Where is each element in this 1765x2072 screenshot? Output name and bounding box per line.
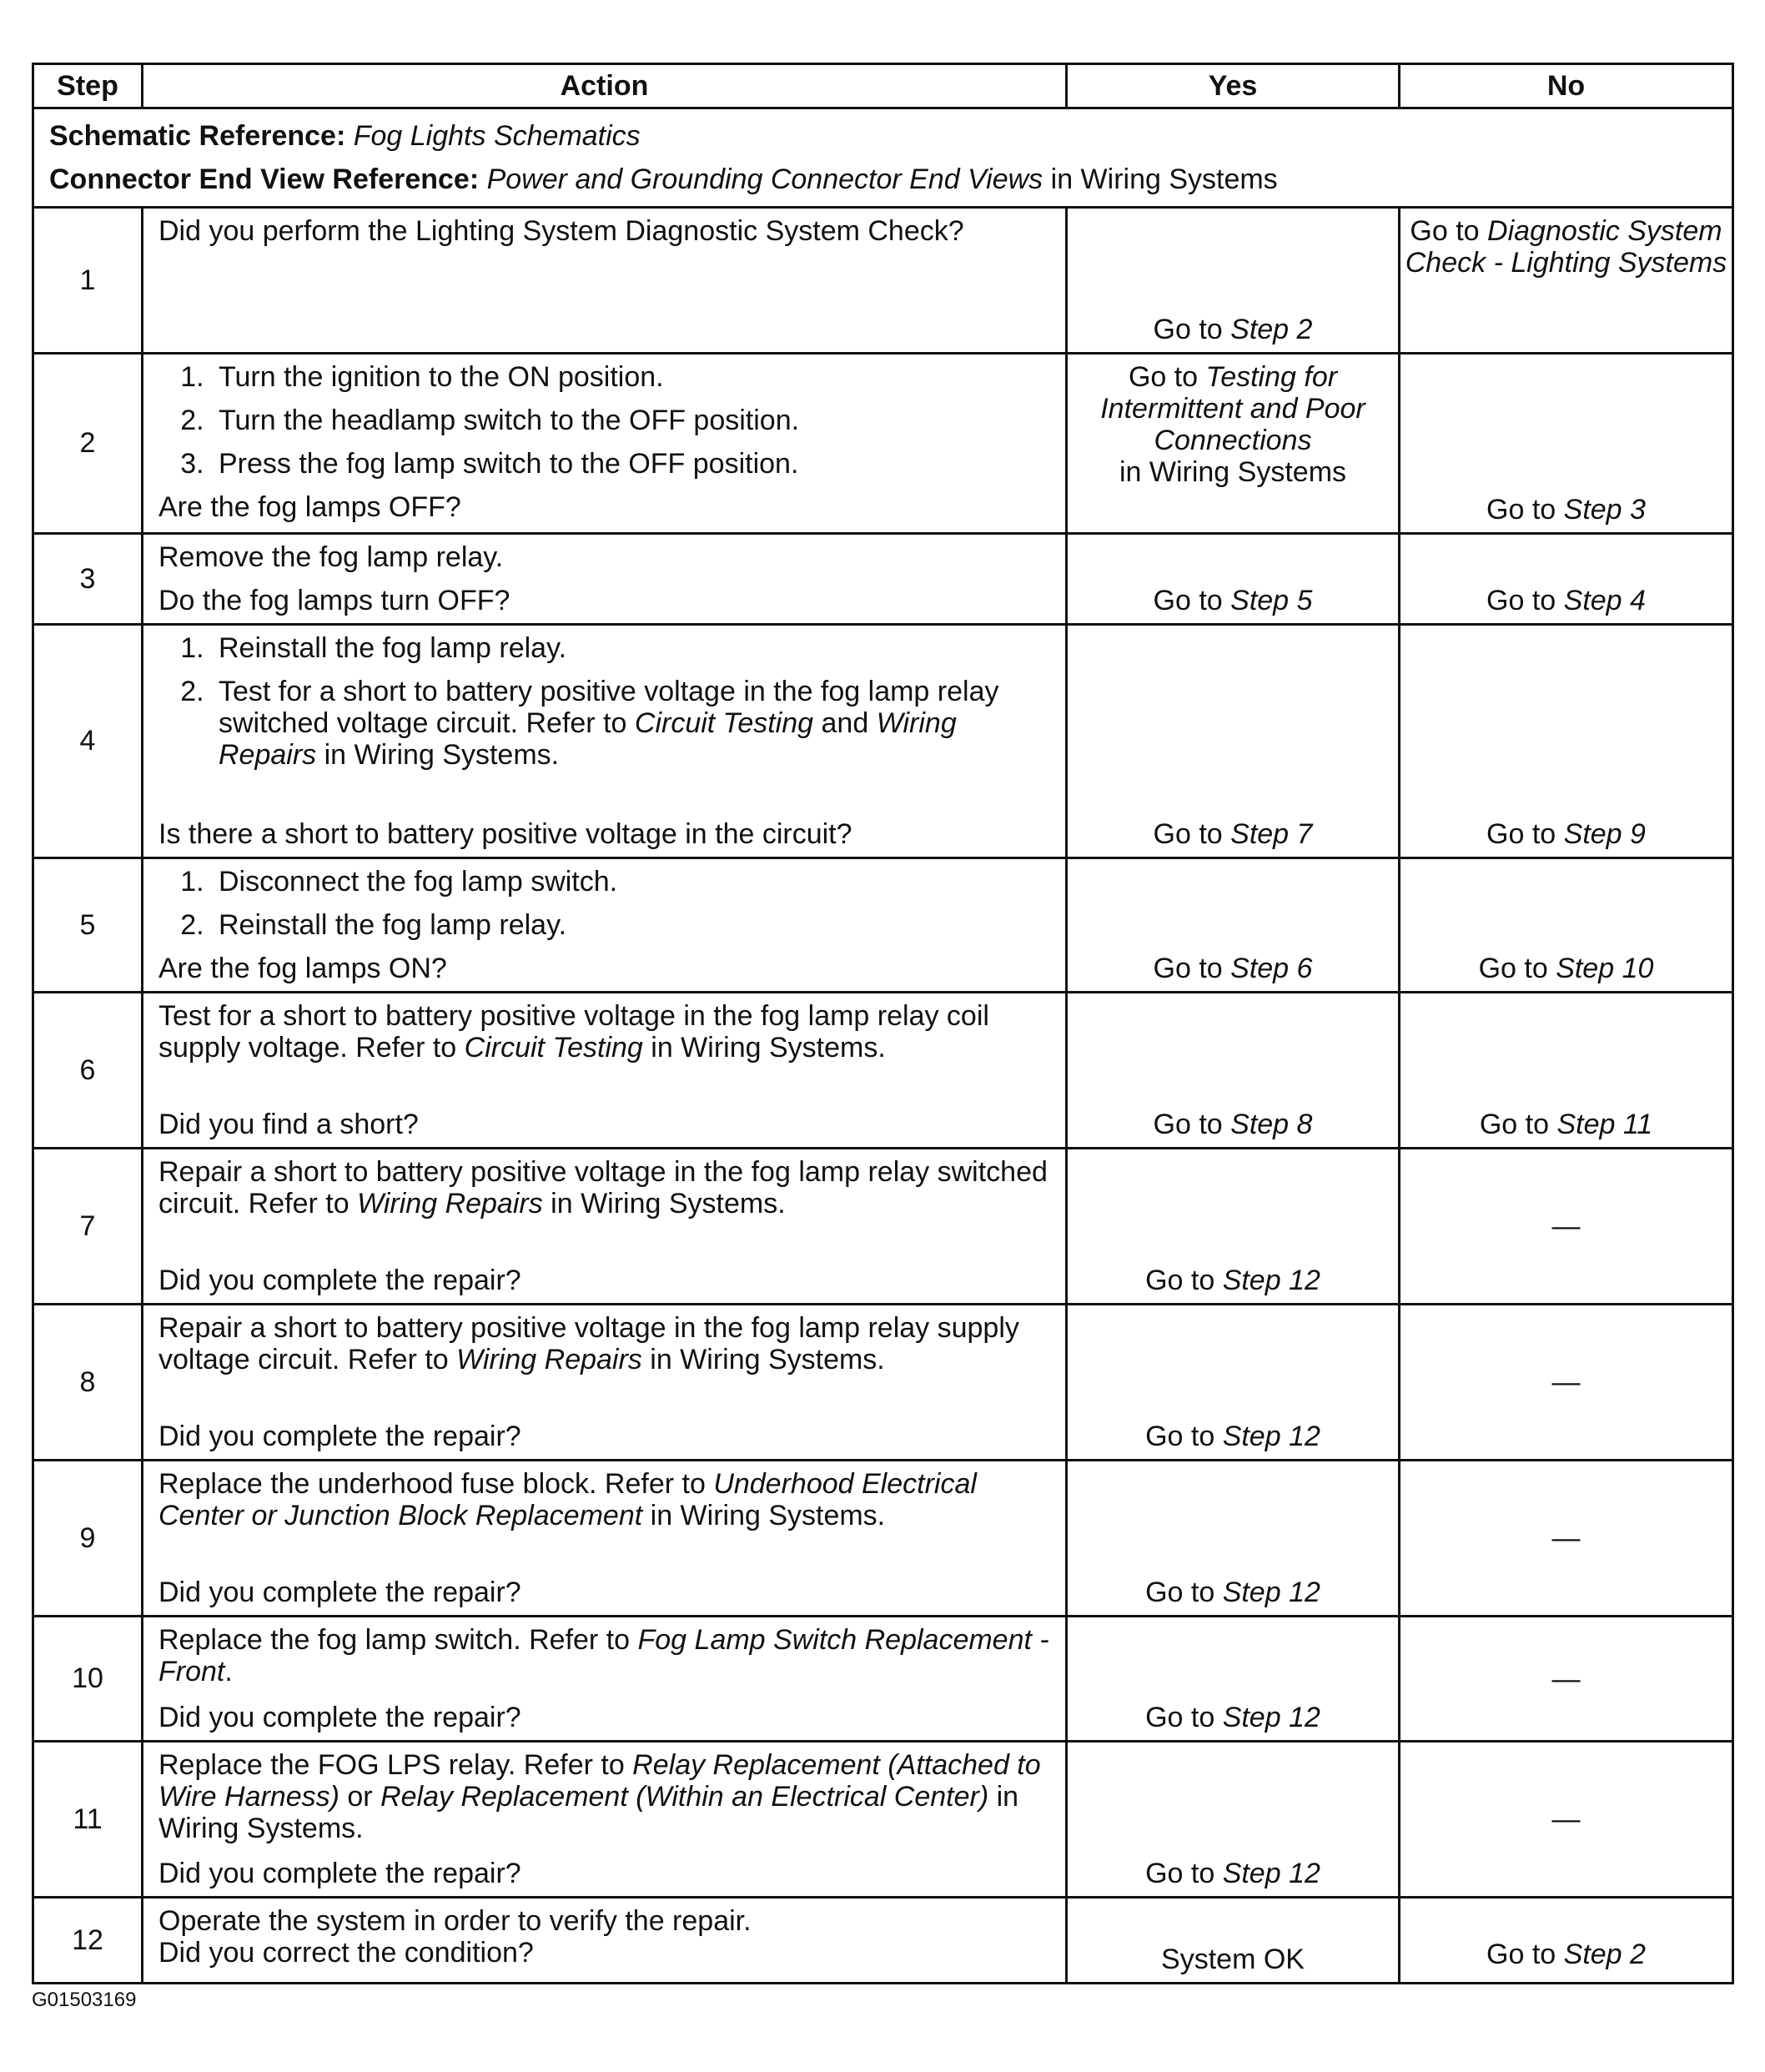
no-link[interactable]: Step 10 bbox=[1556, 953, 1654, 984]
step-number: 10 bbox=[33, 1617, 143, 1742]
table-row bbox=[33, 1617, 1733, 1742]
action-text-part: Repair a short to battery positive voltage in the fog lamp relay switched circuit. Refer to bbox=[158, 1156, 1048, 1220]
yes-cell bbox=[1067, 858, 1400, 993]
reference-row bbox=[33, 108, 1733, 208]
table-row bbox=[33, 858, 1733, 993]
no-cell bbox=[1400, 1617, 1733, 1742]
schematic-label: Schematic Reference: bbox=[49, 120, 346, 152]
action-text bbox=[158, 1468, 1050, 1531]
yes-prefix: Go to bbox=[1153, 1109, 1231, 1140]
yes-link[interactable]: Step 7 bbox=[1230, 818, 1313, 850]
action-cell bbox=[143, 1742, 1067, 1898]
no-link[interactable]: Step 2 bbox=[1563, 1939, 1646, 1970]
action-step: 1. Disconnect the fog lamp switch. bbox=[212, 866, 1050, 898]
action-question: Did you complete the repair? bbox=[158, 1577, 521, 1608]
yes-prefix: Go to bbox=[1145, 1421, 1223, 1452]
yes-link[interactable]: Testing for Intermittent and Poor Connections bbox=[1100, 361, 1365, 456]
step-number: 12 bbox=[33, 1898, 143, 1984]
no-result bbox=[1400, 209, 1732, 279]
yes-link[interactable]: Step 12 bbox=[1222, 1858, 1320, 1889]
no-result bbox=[1400, 585, 1732, 616]
yes-link[interactable]: Step 2 bbox=[1230, 314, 1313, 345]
action-text-part: Replace the FOG LPS relay. Refer to bbox=[158, 1749, 633, 1781]
header-row bbox=[33, 64, 1733, 108]
no-cell bbox=[1400, 993, 1733, 1149]
yes-prefix: Go to bbox=[1145, 1702, 1223, 1733]
action-steps bbox=[158, 632, 1050, 771]
action-step: 3. Press the fog lamp switch to the OFF position. bbox=[212, 448, 1050, 480]
action-text bbox=[158, 1624, 1050, 1687]
action-step: 2. Turn the headlamp switch to the OFF position. bbox=[212, 405, 1050, 436]
yes-result bbox=[1068, 355, 1398, 488]
no-prefix: Go to bbox=[1486, 585, 1564, 616]
action-link[interactable]: Circuit Testing bbox=[464, 1032, 643, 1064]
no-link[interactable]: Step 4 bbox=[1563, 585, 1646, 616]
yes-cell bbox=[1067, 1617, 1400, 1742]
action-cell bbox=[143, 208, 1067, 354]
yes-link[interactable]: Step 12 bbox=[1222, 1265, 1320, 1296]
action-cell bbox=[143, 534, 1067, 625]
yes-result bbox=[1068, 585, 1398, 616]
header-step: Step bbox=[33, 64, 143, 108]
no-link[interactable]: Diagnostic System Check - Lighting Systems bbox=[1405, 215, 1727, 279]
no-result: — bbox=[1551, 1366, 1581, 1398]
yes-prefix: Go to bbox=[1153, 314, 1231, 345]
yes-result bbox=[1068, 1577, 1398, 1608]
step-number: 5 bbox=[33, 858, 143, 993]
action-cell bbox=[143, 354, 1067, 534]
connector-reference bbox=[49, 158, 1717, 201]
no-result bbox=[1400, 494, 1732, 526]
action-link[interactable]: Wiring Repairs bbox=[357, 1188, 543, 1220]
action-link[interactable]: Fog Lamp Switch Replacement - Front bbox=[158, 1624, 1049, 1687]
action-step bbox=[212, 676, 1050, 771]
connector-label: Connector End View Reference: bbox=[49, 163, 480, 195]
no-cell bbox=[1400, 1461, 1733, 1617]
no-result: — bbox=[1551, 1522, 1581, 1554]
step-number: 2 bbox=[33, 354, 143, 534]
no-result: — bbox=[1551, 1210, 1581, 1242]
action-text bbox=[158, 1749, 1050, 1844]
yes-prefix: Go to bbox=[1153, 818, 1231, 850]
yes-cell bbox=[1067, 1898, 1400, 1984]
action-text-part: Repair a short to battery positive voltage in the fog lamp relay supply voltage circuit. Refer to bbox=[158, 1312, 1019, 1375]
action-link[interactable]: Relay Replacement (Attached to Wire Harness) bbox=[158, 1749, 1041, 1813]
table-row bbox=[33, 534, 1733, 625]
yes-prefix: Go to bbox=[1145, 1577, 1223, 1608]
action-question: Did you correct the condition? bbox=[158, 1937, 534, 1969]
action-text bbox=[158, 1312, 1050, 1375]
action-link[interactable]: Relay Replacement (Within an Electrical Center) bbox=[380, 1781, 989, 1813]
action-step: 2. Reinstall the fog lamp relay. bbox=[212, 909, 1050, 941]
action-link[interactable]: Underhood Electrical Center or Junction Block Replacement bbox=[158, 1468, 977, 1531]
yes-result bbox=[1068, 1109, 1398, 1140]
step-number: 11 bbox=[33, 1742, 143, 1898]
action-cell bbox=[143, 993, 1067, 1149]
action-question: Do the fog lamps turn OFF? bbox=[158, 585, 510, 616]
step-number: 6 bbox=[33, 993, 143, 1149]
action-text-part: Replace the underhood fuse block. Refer to bbox=[158, 1468, 714, 1500]
action-text-part: in Wiring Systems. bbox=[642, 1500, 886, 1531]
action-question: Did you complete the repair? bbox=[158, 1858, 521, 1889]
action-link[interactable]: Wiring Repairs bbox=[219, 707, 957, 771]
action-text: Remove the fog lamp relay. bbox=[158, 541, 504, 573]
no-cell bbox=[1400, 1305, 1733, 1461]
action-question: Are the fog lamps OFF? bbox=[158, 491, 461, 523]
no-result bbox=[1400, 953, 1732, 984]
no-prefix: Go to bbox=[1486, 818, 1564, 850]
reference-cell bbox=[33, 108, 1733, 208]
no-result bbox=[1400, 1939, 1732, 1970]
yes-cell bbox=[1067, 993, 1400, 1149]
yes-suffix: in Wiring Systems bbox=[1119, 456, 1347, 488]
no-cell bbox=[1400, 1149, 1733, 1305]
no-cell bbox=[1400, 208, 1733, 354]
action-question: Did you complete the repair? bbox=[158, 1702, 521, 1733]
header-no: No bbox=[1400, 64, 1733, 108]
action-link[interactable]: Circuit Testing bbox=[634, 707, 814, 739]
no-cell bbox=[1400, 354, 1733, 534]
table-row bbox=[33, 1742, 1733, 1898]
table-row bbox=[33, 354, 1733, 534]
yes-cell bbox=[1067, 208, 1400, 354]
action-text-part: in Wiring Systems. bbox=[641, 1344, 885, 1375]
yes-prefix: Go to bbox=[1153, 585, 1231, 616]
action-text: Operate the system in order to verify the repair. bbox=[158, 1905, 752, 1937]
yes-result: System OK bbox=[1161, 1944, 1305, 1975]
step-number: 4 bbox=[33, 625, 143, 858]
action-step-text: Test for a short to battery positive voltage in the fog lamp relay switched voltage circuit. Refer to bbox=[219, 676, 999, 739]
table-row bbox=[33, 1305, 1733, 1461]
yes-cell bbox=[1067, 1149, 1400, 1305]
action-text-part: in Wiring Systems. bbox=[542, 1188, 786, 1220]
action-question: Did you complete the repair? bbox=[158, 1421, 521, 1452]
no-cell bbox=[1400, 1742, 1733, 1898]
step-number: 9 bbox=[33, 1461, 143, 1617]
action-cell bbox=[143, 858, 1067, 993]
action-cell bbox=[143, 1461, 1067, 1617]
table-row bbox=[33, 1898, 1733, 1984]
schematic-reference bbox=[49, 114, 1717, 158]
table-row bbox=[33, 208, 1733, 354]
no-link[interactable]: Step 3 bbox=[1563, 494, 1646, 526]
yes-result bbox=[1068, 1265, 1398, 1296]
action-text-part: Test for a short to battery positive voltage in the fog lamp relay coil supply voltage. Refer to bbox=[158, 1000, 989, 1064]
yes-prefix: Go to bbox=[1128, 361, 1206, 393]
diagnostic-table bbox=[32, 63, 1734, 1984]
no-result bbox=[1400, 1109, 1732, 1140]
action-text-part: Replace the fog lamp switch. Refer to bbox=[158, 1624, 638, 1656]
step-number: 7 bbox=[33, 1149, 143, 1305]
yes-cell bbox=[1067, 1742, 1400, 1898]
action-cell bbox=[143, 1898, 1067, 1984]
no-cell bbox=[1400, 1898, 1733, 1984]
no-cell bbox=[1400, 625, 1733, 858]
yes-cell bbox=[1067, 534, 1400, 625]
action-question: Are the fog lamps ON? bbox=[158, 953, 447, 984]
no-cell bbox=[1400, 534, 1733, 625]
yes-link[interactable]: Step 12 bbox=[1222, 1702, 1320, 1733]
action-step-text: in Wiring Systems. bbox=[316, 739, 560, 771]
no-prefix: Go to bbox=[1486, 494, 1564, 526]
action-text bbox=[158, 1000, 1050, 1064]
action-text-part: or bbox=[339, 1781, 381, 1813]
table-row bbox=[33, 993, 1733, 1149]
yes-result bbox=[1068, 1702, 1398, 1733]
no-result bbox=[1400, 818, 1732, 850]
header-action: Action bbox=[143, 64, 1067, 108]
action-cell bbox=[143, 1305, 1067, 1461]
action-step: 1. Turn the ignition to the ON position. bbox=[212, 361, 1050, 393]
yes-link[interactable]: Step 6 bbox=[1230, 953, 1313, 984]
yes-link[interactable]: Step 8 bbox=[1230, 1109, 1313, 1140]
action-cell bbox=[143, 625, 1067, 858]
action-text-part: in Wiring Systems. bbox=[642, 1032, 886, 1064]
yes-prefix: Go to bbox=[1145, 1858, 1223, 1889]
no-prefix: Go to bbox=[1410, 215, 1488, 247]
action-text bbox=[158, 1156, 1050, 1220]
yes-prefix: Go to bbox=[1153, 953, 1231, 984]
no-link[interactable]: Step 9 bbox=[1563, 818, 1646, 850]
table-row bbox=[33, 625, 1733, 858]
yes-result bbox=[1068, 818, 1398, 850]
action-cell bbox=[143, 1617, 1067, 1742]
action-step-text: and bbox=[813, 707, 877, 739]
no-result: — bbox=[1551, 1803, 1581, 1835]
action-cell bbox=[143, 1149, 1067, 1305]
no-result: — bbox=[1551, 1662, 1581, 1695]
action-text-part: . bbox=[224, 1656, 233, 1687]
no-prefix: Go to bbox=[1486, 1939, 1564, 1970]
yes-link[interactable]: Step 12 bbox=[1222, 1577, 1320, 1608]
action-question: Did you perform the Lighting System Diagnostic System Check? bbox=[158, 215, 964, 247]
action-steps bbox=[158, 866, 1050, 941]
header-yes: Yes bbox=[1067, 64, 1400, 108]
yes-prefix: Go to bbox=[1145, 1265, 1223, 1296]
yes-cell bbox=[1067, 625, 1400, 858]
action-link[interactable]: Wiring Repairs bbox=[456, 1344, 642, 1375]
yes-result bbox=[1068, 1421, 1398, 1452]
action-step: 1. Reinstall the fog lamp relay. bbox=[212, 632, 1050, 664]
schematic-link[interactable]: Fog Lights Schematics bbox=[353, 120, 641, 152]
yes-cell bbox=[1067, 1461, 1400, 1617]
action-question: Did you find a short? bbox=[158, 1109, 419, 1140]
yes-result bbox=[1068, 953, 1398, 984]
table-row bbox=[33, 1461, 1733, 1617]
yes-cell bbox=[1067, 1305, 1400, 1461]
action-question: Did you complete the repair? bbox=[158, 1265, 521, 1296]
no-link[interactable]: Step 11 bbox=[1556, 1109, 1653, 1140]
step-number: 1 bbox=[33, 208, 143, 354]
connector-suffix: in Wiring Systems bbox=[1043, 163, 1278, 195]
step-number: 3 bbox=[33, 534, 143, 625]
table-row bbox=[33, 1149, 1733, 1305]
yes-result bbox=[1068, 1858, 1398, 1889]
action-question: Is there a short to battery positive voltage in the circuit? bbox=[158, 818, 852, 850]
yes-link[interactable]: Step 5 bbox=[1230, 585, 1313, 616]
no-prefix: Go to bbox=[1478, 953, 1556, 984]
connector-link[interactable]: Power and Grounding Connector End Views bbox=[486, 163, 1043, 195]
step-number: 8 bbox=[33, 1305, 143, 1461]
no-prefix: Go to bbox=[1479, 1109, 1557, 1140]
yes-link[interactable]: Step 12 bbox=[1222, 1421, 1320, 1452]
action-text-part: in Wiring Systems. bbox=[158, 1781, 1019, 1844]
figure-id: G01503169 bbox=[32, 1989, 137, 2011]
yes-cell bbox=[1067, 354, 1400, 534]
no-cell bbox=[1400, 858, 1733, 993]
yes-result bbox=[1068, 314, 1398, 345]
action-steps bbox=[158, 361, 1050, 480]
